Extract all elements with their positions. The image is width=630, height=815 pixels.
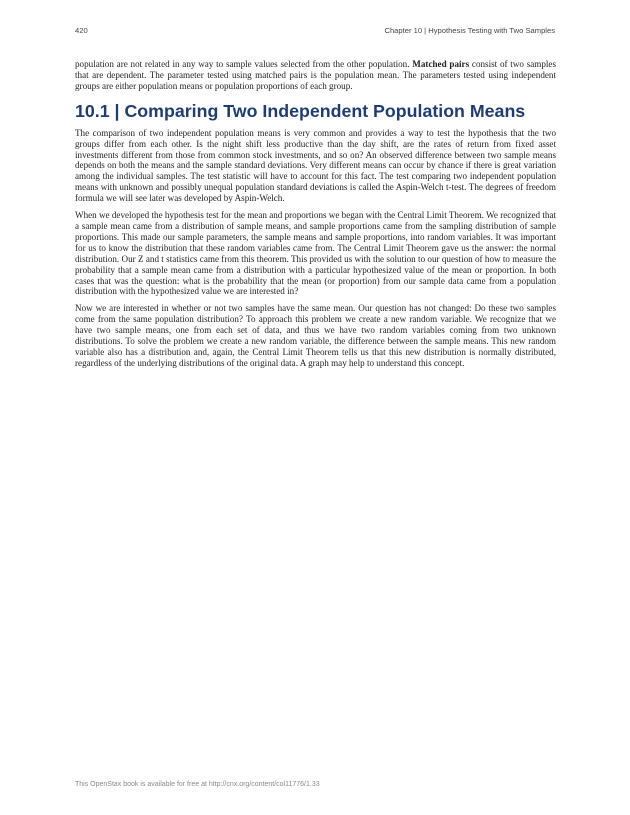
page-content — [75, 59, 556, 375]
intro-text-before: population are not related in any way to sample values selected from the other population. — [75, 59, 410, 69]
matched-pairs-term: Matched pairs — [412, 59, 470, 69]
running-head: Chapter 10 | Hypothesis Testing with Two Samples — [384, 26, 555, 35]
intro-text-after: consist of two samples that are dependent. The parameter tested using matched pairs is the population mean. The parameters tested using independent groups are either population means or population proportions of each group. — [75, 59, 556, 91]
page-footer: This OpenStax book is available for free at http://cnx.org/content/col11776/1.33 — [75, 781, 320, 788]
paragraph-two-samples: Now we are interested in whether or not two samples have the same mean. Our question has not changed: Do these two samples come from the same population distribution? To approach this problem we create a new random variable. We recognize that we have two sample means, one from each set of data, and thus we have two random variables coming from two unknown distributions. To solve the problem we create a new random variable, the difference between the sample means. This new random variable also has a distribution and, again, the Central Limit Theorem tells us that this new distribution is normally distributed, regardless of the underlying distributions of the original data. A graph may help to understand this concept. — [75, 303, 556, 368]
page-number: 420 — [75, 26, 88, 35]
intro-paragraph — [75, 59, 556, 92]
paragraph-comparison: The comparison of two independent population means is very common and provides a way to test the hypothesis that the two groups differ from each other. Is the night shift less productive than the day shift, are the rates of return from fixed asset investments different from those from common stock investments, and so on? An observed difference between two sample means depends on both the means and the sample standard deviations. Very different means can occur by chance if there is great variation among the individual samples. The test statistic will have to account for this fact. The test comparing two independent population means with unknown and possibly unequal population standard deviations is called the Aspin-Welch t-test. The degrees of freedom formula we will see later was developed by Aspin-Welch. — [75, 127, 556, 204]
section-title: 10.1 | Comparing Two Independent Population Means — [75, 100, 526, 121]
paragraph-central-limit: When we developed the hypothesis test for the mean and proportions we began with the Central Limit Theorem. We recognized that a sample mean came from a distribution of sample means, and sample proportions came from the sampling distribution of sample proportions. This made our sample parameters, the sample means and sample proportions, into random variables. It was important for us to know the distribution that these random variables came from. The Central Limit Theorem gave us the answer: the normal distribution. Our Z and t statistics came from this theorem. This provided us with the solution to our question of how to measure the probability that a sample mean came from a distribution with a particular hypothesized value of the mean or proportion. In both cases that was the question: what is the probability that the mean (or proportion) from our sample data came from a population distribution with the hypothesized value we are interested in? — [75, 210, 557, 297]
